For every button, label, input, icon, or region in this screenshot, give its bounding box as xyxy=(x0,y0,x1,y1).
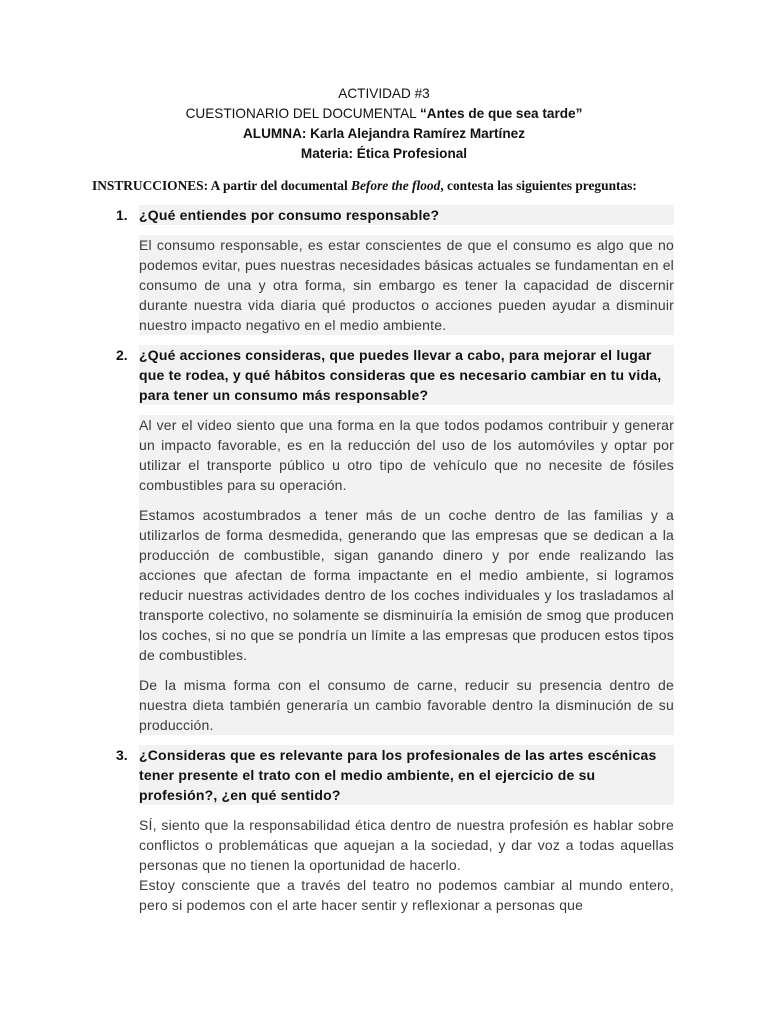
questionnaire-prefix: CUESTIONARIO DEL DOCUMENTAL xyxy=(185,106,420,121)
question-item xyxy=(116,345,674,735)
question-number: 2. xyxy=(116,347,128,363)
question-text: ¿Consideras que es relevante para los profesionales de las artes escénicas tener presente el trato con el medio ambiente, en el ejercicio de su profesión?, ¿en qué sentido? xyxy=(139,745,674,805)
document-header xyxy=(0,84,768,164)
documentary-title: “Antes de que sea tarde” xyxy=(419,106,583,121)
instructions-prefix: INSTRUCCIONES: A partir del documental xyxy=(92,178,352,193)
question-item xyxy=(116,205,674,335)
answer-paragraph: El consumo responsable, es estar conscientes de que el consumo es algo que no podemos evitar, pues nuestras necesidades básicas actuales se fundamentan en el consumo de una y otra forma, sin embargo es tener la capacidad de discernir durante nuestra vida diaria qué productos o acciones pueden ayudar a disminuir nuestro impacto negativo en el medio ambiente. xyxy=(139,237,674,333)
question-item xyxy=(116,745,674,915)
answer-paragraph: De la misma forma con el consumo de carne, reducir su presencia dentro de nuestra dieta también generaría un cambio favorable dentro la disminución de su producción. xyxy=(139,677,674,733)
instructions-suffix: , contesta las siguientes preguntas: xyxy=(440,178,637,193)
question-number: 1. xyxy=(116,207,128,223)
question-text: ¿Qué acciones consideras, que puedes llevar a cabo, para mejorar el lugar que te rodea, y qué hábitos consideras que es necesario cambiar en tu vida, para tener un consumo más responsable? xyxy=(139,345,674,405)
activity-title: ACTIVIDAD #3 xyxy=(338,86,430,101)
answer-paragraph: Estoy consciente que a través del teatro no podemos cambiar al mundo entero, pero si podemos con el arte hacer sentir y reflexionar a personas que xyxy=(139,877,674,913)
answer-block xyxy=(139,415,674,735)
answer-paragraph: Estamos acostumbrados a tener más de un coche dentro de las familias y a utilizarlos de forma desmedida, generando que las empresas que se dedican a la producción de combustible, sigan ganando dinero y por ende realizando las acciones que afectan de forma impactante en el medio ambiente, si logramos reducir nuestras actividades dentro de los coches individuales y los trasladamos al transporte colectivo, no solamente se disminuiría la emisión de smog que producen los coches, si no que se pondría un límite a las empresas que producen estos tipos de combustibles. xyxy=(139,507,674,663)
answer-block xyxy=(139,235,674,335)
student-name: ALUMNA: Karla Alejandra Ramírez Martínez xyxy=(242,126,525,141)
answer-paragraph: SÍ, siento que la responsabilidad ética dentro de nuestra profesión es hablar sobre conflictos o problemáticas que aquejan a la sociedad, y dar voz a todas aquellas personas que no tienen la oportunidad de hacerlo. xyxy=(139,817,674,873)
instructions xyxy=(92,177,692,195)
question-text: ¿Qué entiendes por consumo responsable? xyxy=(139,205,674,225)
question-number: 3. xyxy=(116,747,128,763)
instructions-film: Before the flood xyxy=(351,178,441,193)
answer-paragraph: Al ver el video siento que una forma en la que todos podamos contribuir y generar un impacto favorable, es en la reducción del uso de los automóviles y optar por utilizar el transporte público u otro tipo de vehículo que no necesite de fósiles combustibles para su operación. xyxy=(139,417,674,493)
subject-name: Materia: Ética Profesional xyxy=(300,146,468,161)
question-list xyxy=(0,205,768,915)
questionnaire-title xyxy=(0,104,768,124)
answer-block xyxy=(139,815,674,915)
